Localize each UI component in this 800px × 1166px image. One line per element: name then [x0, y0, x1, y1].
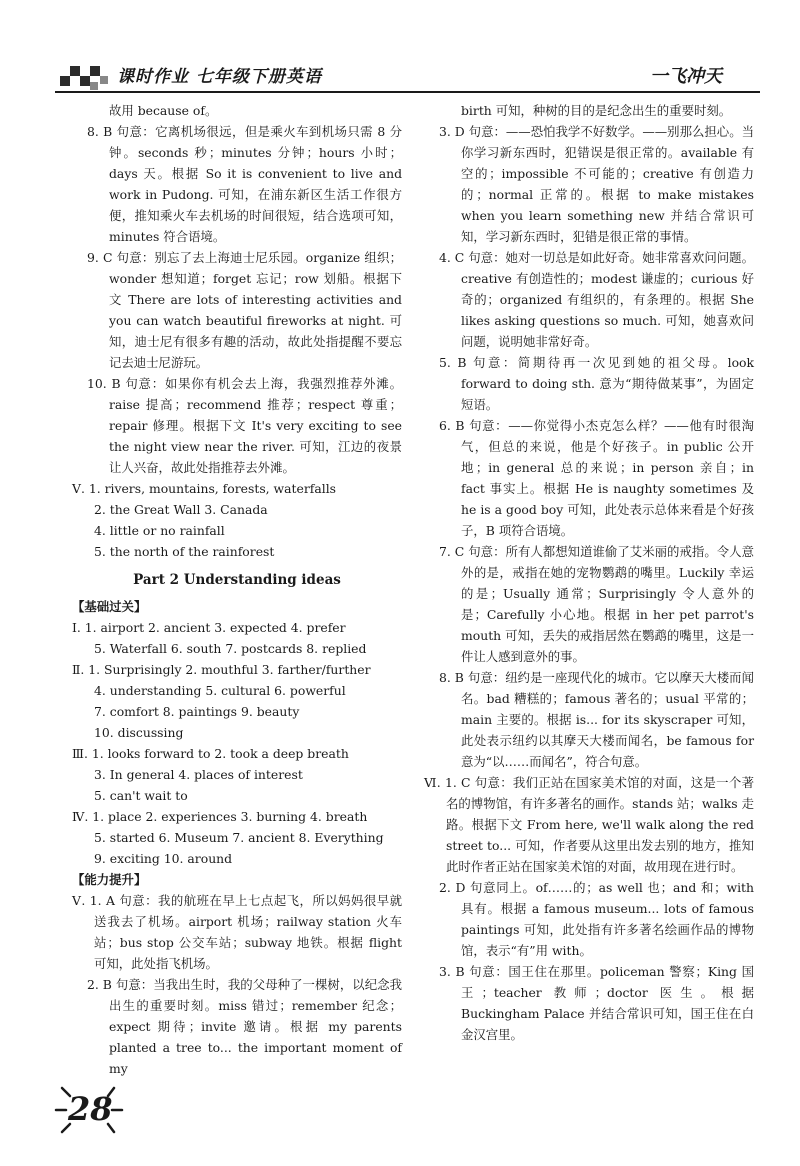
answer-line: 5. can't wait to — [94, 788, 188, 803]
page-number-badge — [52, 1080, 132, 1140]
answer-line: 6. B 句意：——你觉得小杰克怎么样？——他有时很淘气，但总的来说，他是个好孩子。in public 公开地；in general 总的来说；in person 亲自；in fact 事实上。根据 He is naughty sometimes 及 he is a good boy 可知，此处表示总体来看是个好孩子，B 项符合语境。 — [439, 418, 754, 538]
section-heading: 【能力提升】 — [72, 872, 147, 887]
answer-line: 2. the Great Wall 3. Canada — [94, 502, 268, 517]
answer-line: 2. B 句意：当我出生时，我的父母种了一棵树，以纪念我出生的重要时刻。miss 错过；remember 纪念；expect 期待；invite 邀请。根据 my parents planted a tree to... the important moment of my — [87, 977, 402, 1076]
answer-line: Ⅰ. 1. airport 2. ancient 3. expected 4. prefer — [72, 620, 346, 635]
answer-line: 故用 because of。 — [109, 103, 218, 118]
answer-line: 5. started 6. Museum 7. ancient 8. Everything — [94, 830, 384, 845]
answer-line: 5. the north of the rainforest — [94, 544, 275, 559]
answer-line: 3. In general 4. places of interest — [94, 767, 303, 782]
answer-line: 5. Waterfall 6. south 7. postcards 8. replied — [94, 641, 367, 656]
answer-line: 4. little or no rainfall — [94, 523, 225, 538]
answer-line: Ⅵ. 1. C 句意：我们正站在国家美术馆的对面，这是一个著名的博物馆，有许多著名的画作。stands 站；walks 走路。根据下文 From here, we'll walk along the red street to... 可知，作者要从这里出发去别的地方，推知此时作者正站在国家美术馆的对面，故用现在进行时。 — [424, 775, 754, 874]
brand-logo: 一飞冲天 — [650, 66, 722, 87]
series-title: 课时作业 七年级下册英语 — [117, 67, 322, 87]
answer-line: 3. B 句意：国王住在那里。policeman 警察；King 国王；teacher 教师；doctor 医生。根据 Buckingham Palace 并结合常识可知，国王住在白金汉宫里。 — [439, 964, 754, 1042]
answer-line: 9. C 句意：别忘了去上海迪士尼乐园。organize 组织；wonder 想知道；forget 忘记；row 划船。根据下文 There are lots of interesting activities and you can watch beautiful fireworks at night. 可知，迪士尼有很多有趣的活动，故此处指提醒不要忘记去迪士尼游玩。 — [87, 250, 402, 370]
answer-line: 4. understanding 5. cultural 6. powerful — [94, 683, 346, 698]
answer-line: birth 可知，种树的目的是纪念出生的重要时刻。 — [461, 103, 732, 118]
answer-line: 10. B 句意：如果你有机会去上海，我强烈推荐外滩。raise 提高；recommend 推荐；respect 尊重；repair 修理。根据下文 It's very exciting to see the night view near the river. 可知，江边的夜景让人兴奋，故此处指推荐去外滩。 — [87, 376, 402, 475]
answer-line: Ⅴ. 1. A 句意：我的航班在早上七点起飞，所以妈妈很早就送我去了机场。airport 机场；railway station 火车站；bus stop 公交车站；subway 地铁。根据 flight 可知，此处指飞机场。 — [72, 893, 402, 971]
page-number: 28 — [68, 1090, 113, 1128]
logo-checker-icon — [60, 62, 110, 94]
answer-line: 10. discussing — [94, 725, 184, 740]
answer-line: 3. D 句意：——恐怕我学不好数学。——别那么担心。当你学习新东西时，犯错误是很正常的。available 有空的；impossible 不可能的；creative 有创造力的；normal 正常的。根据 to make mistakes when you learn something new 并结合常识可知，学习新东西时，犯错是很正常的事情。 — [439, 124, 754, 244]
right-column — [424, 100, 754, 1045]
answer-line: Ⅲ. 1. looks forward to 2. took a deep breath — [72, 746, 349, 761]
answer-line: Ⅱ. 1. Surprisingly 2. mouthful 3. farther/further — [72, 662, 371, 677]
answer-line: 7. C 句意：所有人都想知道谁偷了艾米丽的戒指。令人意外的是，戒指在她的宠物鹦鹉的嘴里。Luckily 幸运的是；Usually 通常；Surprisingly 令人意外的是；Carefully 小心地。根据 in her pet parrot's mouth 可知，丢失的戒指居然在鹦鹉的嘴里，这是一件让人感到意外的事。 — [439, 544, 754, 664]
answer-line: 8. B 句意：它离机场很远，但是乘火车到机场只需 8 分钟。seconds 秒；minutes 分钟；hours 小时；days 天。根据 So it is convenient to live and work in Pudong. 可知，在浦东新区生活工作很方便，推知乘火车去机场的时间很短，结合选项可知，minutes 符合语境。 — [87, 124, 402, 244]
answer-line: 8. B 句意：纽约是一座现代化的城市。它以摩天大楼而闻名。bad 糟糕的；famous 著名的；usual 平常的；main 主要的。根据 is... for its skyscraper 可知，此处表示纽约以其摩天大楼而闻名，be famous for 意为“以……而闻名”，符合句意。 — [439, 670, 754, 769]
header-rule — [55, 91, 760, 93]
part-title: Part 2 Understanding ideas — [133, 572, 341, 588]
answer-line: Ⅴ. 1. rivers, mountains, forests, waterfalls — [72, 481, 337, 496]
answer-line: Ⅳ. 1. place 2. experiences 3. burning 4. breath — [72, 809, 368, 824]
page-header — [0, 0, 800, 98]
answer-line: 7. comfort 8. paintings 9. beauty — [94, 704, 300, 719]
answer-line: 4. C 句意：她对一切总是如此好奇。她非常喜欢问问题。creative 有创造性的；modest 谦虚的；curious 好奇的；organized 有组织的，有条理的。根据 She likes asking questions so much. 可知，她喜欢问问题，说明她非常好奇。 — [439, 250, 754, 349]
section-heading: 【基础过关】 — [72, 599, 147, 614]
answer-line: 9. exciting 10. around — [94, 851, 233, 866]
answer-line: 5. B 句意：简期待再一次见到她的祖父母。look forward to doing sth. 意为“期待做某事”，为固定短语。 — [439, 355, 754, 412]
answer-line: 2. D 句意同上。of……的；as well 也；and 和；with 具有。根据 a famous museum... lots of famous paintings 可知，此处指有许多著名绘画作品的博物馆，表示“有”用 with。 — [439, 880, 754, 958]
left-column — [72, 100, 402, 1079]
